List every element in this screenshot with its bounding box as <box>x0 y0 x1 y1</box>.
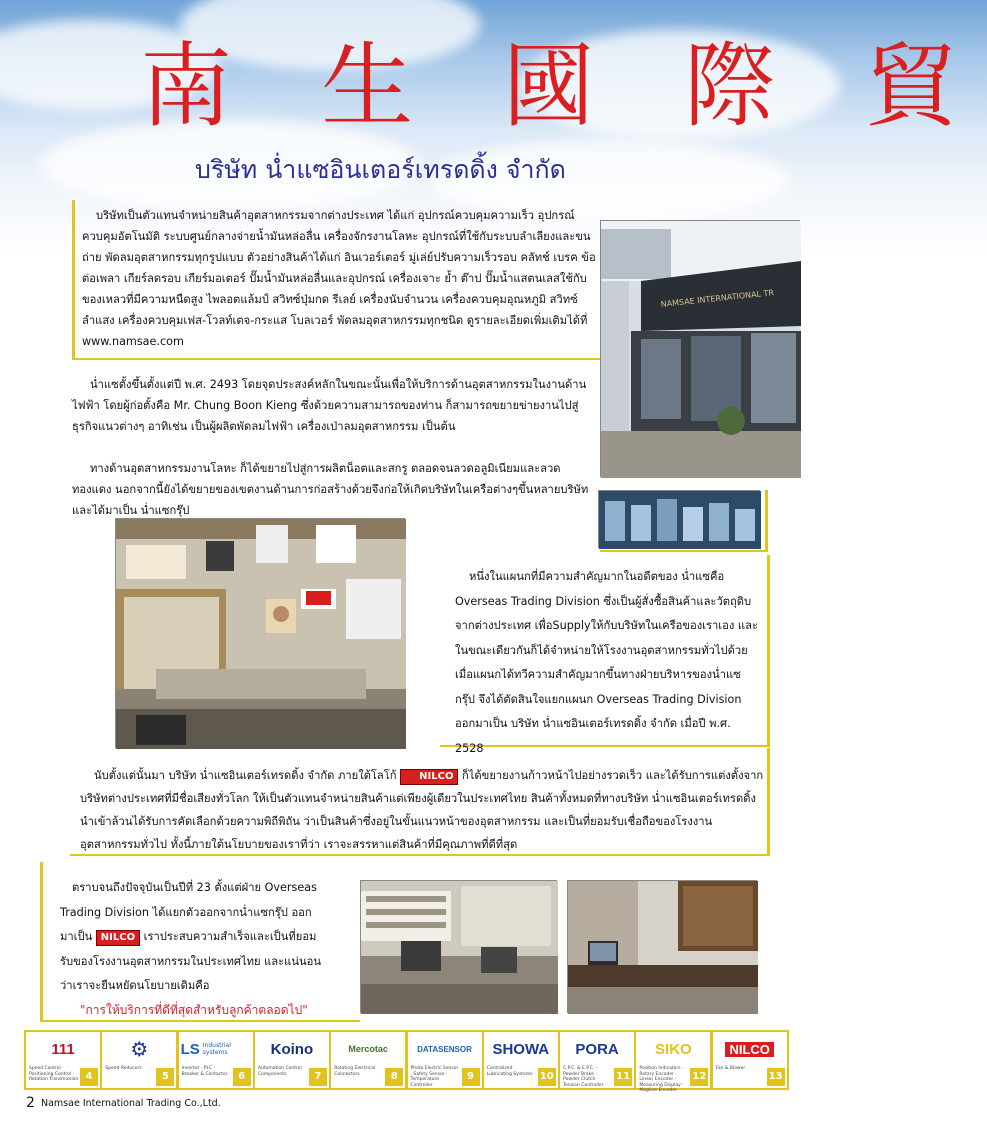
brand-card-nilco <box>711 1030 789 1090</box>
brand-logo-text: SHOWA <box>492 1040 550 1058</box>
section-5-line-2: Trading Division ได้แยกตัวออกจากน่ำแซกรุ๊ป ออก <box>60 905 312 919</box>
brand-page-number: 8 <box>385 1068 403 1086</box>
brand-page-number: 12 <box>690 1068 708 1086</box>
office-interior-photo <box>115 518 405 748</box>
brand-card-koino <box>253 1030 331 1090</box>
brand-logo-text: LS <box>180 1040 200 1058</box>
brand-card-mercotac <box>329 1030 407 1090</box>
brand-description: Inverter · PLC · Breaker & Contactor <box>181 1066 228 1077</box>
brand-card-nbk-pulley <box>24 1030 102 1090</box>
brand-logo-text: DATASENSOR <box>417 1044 472 1054</box>
brand-page-number: 13 <box>767 1068 785 1086</box>
brand-logo <box>638 1034 708 1064</box>
brand-logo-text: Koino <box>270 1040 314 1058</box>
brand-description: Centralized Lubricating Systems <box>486 1066 533 1077</box>
brand-logo <box>104 1034 174 1064</box>
brand-logo-text: NILCO <box>725 1042 773 1057</box>
brand-card-pora <box>558 1030 636 1090</box>
brand-page-number: 6 <box>233 1068 251 1086</box>
brand-page-number: 4 <box>80 1068 98 1086</box>
brand-logo-text: SIKO <box>655 1040 692 1058</box>
footer-company: Namsae International Trading Co.,Ltd. <box>41 1098 221 1109</box>
brand-logo <box>715 1034 785 1064</box>
brand-page-number: 10 <box>538 1068 556 1086</box>
brand-card-showa <box>482 1030 560 1090</box>
brand-logo <box>333 1034 403 1064</box>
gear-icon: ⚙ <box>130 1037 149 1061</box>
brand-page-number: 9 <box>462 1068 480 1086</box>
brand-page-number: 5 <box>156 1068 174 1086</box>
brand-page-number: 7 <box>309 1068 327 1086</box>
section-3-text: หนึ่งในแผนกที่มีความสำคัญมากในอดีตของ น่ำแซคือ Overseas Trading Division ซึ่งเป็นผู้สั่งซื้อสินค้าและวัตถุดิบจากต่างประเทศ เพื่อSupplyให้กับบริษัทในเครือของเราเอง และในขณะเดียวกันก็ได้จำหน่ายให้โรงงานอุตสาหกรรมทั่วไปด้วย เมื่อแผนกได้ทวีความสำคัญมากขึ้นทางฝ่ายบริหารของน่ำแซกรุ๊ป จึงได้ตัดสินใจแยกแผนก Overseas Trading Division ออกมาเป็น บริษัท น่ำแซอินเตอร์เทรดดิ้ง จำกัด เมื่อปี พ.ศ. 2528 <box>455 570 758 755</box>
brand-description: Rotating Electrical Connectors <box>334 1066 376 1077</box>
office-manager-photo <box>567 880 757 1013</box>
nilco-inline-logo: NILCO <box>400 769 458 785</box>
section-5-line-5: ว่าเราจะยืนหยัดนโยบายเดิมคือ <box>60 979 210 992</box>
brand-logo <box>181 1034 251 1064</box>
brand-card-siko <box>634 1030 712 1093</box>
brand-description: Photo Electric Sensor · Safety Sensor · Temperature Controller <box>410 1066 459 1088</box>
section-2-para-2: ทางด้านอุตสาหกรรมงานโลหะ ก็ได้ขยายไปสู่การผลิตน็อตและสกรู ตลอดจนลวดอลูมิเนียมและลวดทองแดง นอกจากนี้ยังได้ขยายของเขตงานด้านการก่อสร้างด้วยจึงก่อให้เกิดบริษัทในเครือต่างๆขึ้นหลายบริษัท และได้มาเป็น น่ำแซกรุ๊ป <box>72 462 589 517</box>
nilco-inline-logo: NILCO <box>96 930 140 946</box>
brand-page-number: 11 <box>614 1068 632 1086</box>
section-4-text-before: นับตั้งแต่นั้นมา บริษัท น่ำแซอินเตอร์เทรดดิ้ง จำกัด ภายใต้โลโก้ <box>94 769 397 782</box>
brand-card-datasensor <box>406 1030 484 1090</box>
brand-card-ls <box>177 1030 255 1090</box>
brand-logo-text: 111 <box>51 1040 75 1058</box>
brand-description: Automation Control Components <box>257 1066 302 1077</box>
shop-sign: NAMSAE INTERNATIONAL TR <box>660 288 775 309</box>
brand-logo <box>28 1034 98 1064</box>
company-name-heading: บริษัท น่ำแซอินเตอร์เทรดดิ้ง จำกัด <box>195 155 566 184</box>
brand-card-speed-reducers <box>100 1030 178 1090</box>
section-5-line-1: ตราบจนถึงปัจจุบันเป็นปีที่ 23 ตั้งแต่ฝ่าย Overseas <box>72 881 317 894</box>
brand-description: Position Indicators · Rotary Encoder · Linear Encoder · Measuring Display · Magline Encoder <box>639 1066 684 1093</box>
brand-description: Speed Reducers <box>105 1066 142 1071</box>
brand-description: Speed Control · Positioning Control · Rotation Transmission <box>29 1066 79 1082</box>
section-4-text <box>80 764 765 856</box>
section-1-text: บริษัทเป็นตัวแทนจำหน่ายสินค้าอุตสาหกรรมจากต่างประเทศ ได้แก่ อุปกรณ์ควบคุมความเร็ว อุปกรณ์ควบคุมอัตโนมัติ ระบบศูนย์กลางจ่ายน้ำมันหล่อลื่น เครื่องจักรงานโลหะ อุปกรณ์ที่ใช้กับระบบลำเลียงและขนถ่าย พัดลมอุตสาหกรรมทุกรูปแบบ ตัวอย่างสินค้าได้แก่ อินเวอร์เตอร์ มู่เล่ย์ปรับความเร็วรอบ คลัทช์ เบรค ข้อต่อเพลา เกียร์ลดรอบ เกียร์มอเตอร์ ปั๊มน้ำมันหล่อลื่นและอุปกรณ์ เครื่องเจาะ ย้ำ ต๊าป ปั๊มน้ำแสตนเลสใช้กับของเหลวที่มีความหนืดสูง ไพลอตแล้มป์ สวิทซ์ปุ่มกด รีเลย์ เครื่องนับจำนวน เครื่องควบคุมอุณหภูมิ สวิทซ์ลำแสง เครื่องควบคุมเฟส-โวลท์เตจ-กระแส โบลเวอร์ พัดลมอุตสาหกรรมทุกชนิด ดูรายละเอียดเพิ่มเติมได้ที่ www.namsae.com <box>82 209 596 348</box>
brand-logo-text: PORA <box>575 1040 619 1058</box>
brand-description: Fan & Blower <box>715 1066 746 1071</box>
brand-logo <box>486 1034 556 1064</box>
section-2-frame <box>600 490 768 552</box>
brand-description: C.P.C. & E.P.C. · Powder Brake · Powder Clutch · Tension Controller <box>563 1066 604 1088</box>
storefront-photo <box>600 220 800 477</box>
brand-logo <box>410 1034 480 1064</box>
office-desk-photo <box>360 880 557 1013</box>
brand-logo <box>562 1034 632 1064</box>
company-slogan: "การให้บริการที่ดีที่สุดสำหรับลูกค้าตลอดไป" <box>80 1003 308 1017</box>
section-5-text <box>60 876 360 999</box>
page-number: 2 <box>26 1095 35 1111</box>
section-2-para-1: น่ำแซตั้งขึ้นตั้งแต่ปี พ.ศ. 2493 โดยจุดประสงค์หลักในขณะนั้นเพื่อให้บริการด้านอุตสาหกรรมในงานด้านไฟฟ้า โดยผู้ก่อตั้งคือ Mr. Chung Boon Kieng ซึ่งด้วยความสามารถของท่าน ก็สามารถขยายข่ายงานไปสู่ธุรกิจแนวต่างๆ อาทิเช่น เป็นผู้ผลิตพัดลมไฟฟ้า เครื่องเป่าลมอุตสาหกรรม เป็นต้น <box>72 378 587 433</box>
brand-logo <box>257 1034 327 1064</box>
section-4-text-after: ก็ได้ขยายงานก้าวหน้าไปอย่างรวดเร็ว และได้รับการแต่งตั้งจากบริษัทต่างประเทศที่มีชื่อเสียงทั่วโลก ให้เป็นตัวแทนจำหน่ายสินค้าแต่เพียงผู้เดียวในประเทศไทย สินค้าทั้งหมดที่ทางบริษัท น่ำแซอินเตอร์เทรดดิ้งนำเข้าล้วนได้รับการคัดเลือกด้วยความพิถีพิถัน ว่าเป็นสินค้าซึ่งอยู่ในขั้นแนวหน้าของอุตสาหกรรม และเป็นที่ยอมรับเชื่อถือของโรงงานอุตสาหกรรมทั่วไป ทั้งนี้ภายใต้นโยบายของเราที่ว่า เราจะสรรหาแต่สินค้าที่มีคุณภาพที่ดีที่สุด <box>80 769 764 851</box>
brand-logo-subtext: Industrial systems <box>202 1042 231 1056</box>
section-5-line-4: รับของโรงงานอุตสาหกรรมในประเทศไทย และแน่นอน <box>60 954 322 968</box>
section-5-line-3-after: เราประสบความสำเร็จและเป็นที่ยอม <box>143 930 317 943</box>
brand-logo-row <box>24 1030 784 1092</box>
brand-logo-text: Mercotac <box>348 1044 388 1054</box>
section-5-line-3-before: มาเป็น <box>60 930 93 943</box>
section-5-line-3 <box>60 925 360 950</box>
cjk-title: 南 生 國 際 貿 <box>140 33 987 140</box>
